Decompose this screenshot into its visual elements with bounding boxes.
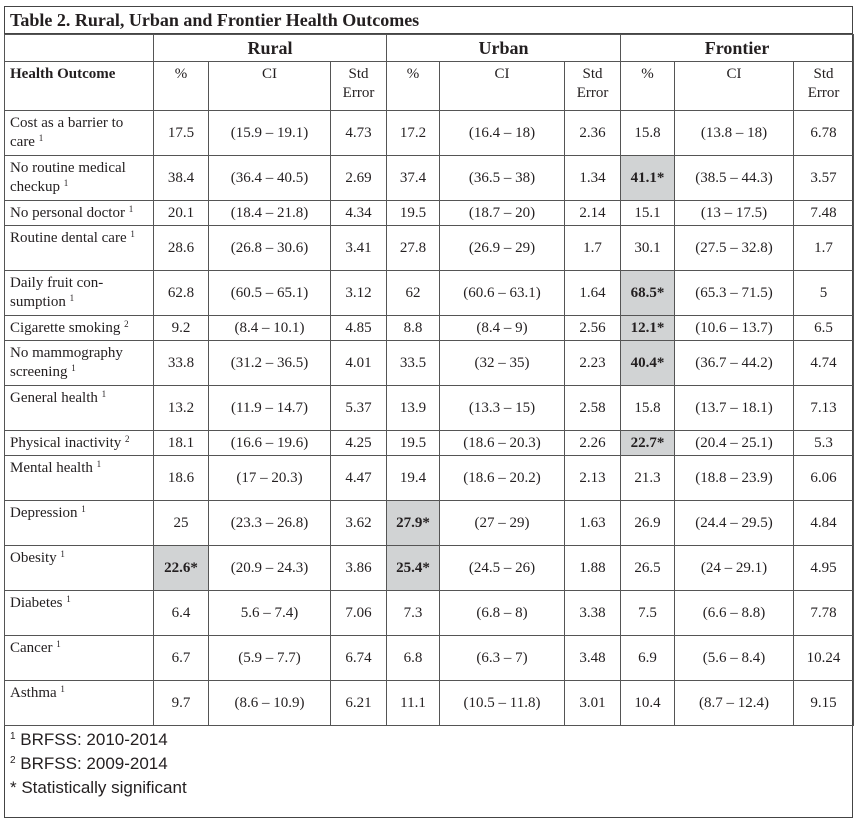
row-label [5, 501, 154, 546]
ci-cell: (36.7 – 44.2) [675, 341, 794, 386]
std-error-cell: 6.5 [794, 316, 854, 341]
std-error-cell: 1.7 [565, 226, 621, 271]
footnote-marker: 1 [60, 684, 65, 694]
ci-cell: (26.8 – 30.6) [209, 226, 331, 271]
percent-cell: 6.8 [387, 636, 440, 681]
row-label [5, 431, 154, 456]
std-error-cell: 6.06 [794, 456, 854, 501]
column-header-outcome: Health Outcome [5, 62, 154, 111]
ci-cell: (32 – 35) [440, 341, 565, 386]
row-label-text: Obesity [10, 550, 57, 566]
footnote-marker: 1 [60, 549, 65, 559]
std-error-cell: 9.15 [794, 681, 854, 726]
std-error-cell: 4.47 [331, 456, 387, 501]
footnote-text: BRFSS: 2010-2014 [20, 730, 168, 749]
std-error-cell: 7.13 [794, 386, 854, 431]
percent-cell-significant: 22.7* [621, 431, 675, 456]
percent-cell: 15.1 [621, 201, 675, 226]
row-label-text: No mammography screening [10, 345, 123, 380]
percent-cell: 10.4 [621, 681, 675, 726]
percent-cell: 62 [387, 271, 440, 316]
footnote-line [10, 728, 852, 752]
ci-cell: (36.4 – 40.5) [209, 156, 331, 201]
ci-cell: (8.4 – 10.1) [209, 316, 331, 341]
row-label-text: Cost as a barrier to care [10, 115, 124, 150]
percent-cell: 17.2 [387, 111, 440, 156]
footnote-text: BRFSS: 2009-2014 [20, 754, 168, 773]
percent-cell: 11.1 [387, 681, 440, 726]
ci-cell: (18.8 – 23.9) [675, 456, 794, 501]
table-row [5, 341, 854, 386]
std-error-cell: 5 [794, 271, 854, 316]
percent-cell: 19.5 [387, 201, 440, 226]
std-error-cell: 3.86 [331, 546, 387, 591]
ci-cell: (15.9 – 19.1) [209, 111, 331, 156]
group-header-frontier: Frontier [621, 35, 854, 62]
row-label-text: Physical inactivity [10, 435, 122, 451]
ci-cell: (13 – 17.5) [675, 201, 794, 226]
row-label-text: No personal doctor [10, 205, 125, 221]
row-label [5, 386, 154, 431]
footnote-marker: 2 [124, 434, 130, 444]
percent-cell: 27.8 [387, 226, 440, 271]
std-error-line-1: Std [582, 66, 603, 82]
percent-cell: 6.7 [154, 636, 209, 681]
std-error-cell: 2.23 [565, 341, 621, 386]
percent-cell-significant: 27.9* [387, 501, 440, 546]
ci-cell: (18.6 – 20.2) [440, 456, 565, 501]
ci-cell: (23.3 – 26.8) [209, 501, 331, 546]
footnote-marker: 1 [56, 639, 61, 649]
percent-cell: 13.9 [387, 386, 440, 431]
percent-cell: 17.5 [154, 111, 209, 156]
ci-cell: (13.3 – 15) [440, 386, 565, 431]
table-row [5, 546, 854, 591]
std-error-cell: 7.48 [794, 201, 854, 226]
group-header-urban: Urban [387, 35, 621, 62]
table-row [5, 156, 854, 201]
std-error-line-2: Error [576, 85, 609, 101]
group-header-rural: Rural [154, 35, 387, 62]
row-label [5, 591, 154, 636]
percent-cell: 28.6 [154, 226, 209, 271]
std-error-cell: 1.7 [794, 226, 854, 271]
ci-cell: (18.4 – 21.8) [209, 201, 331, 226]
percent-cell-significant: 68.5* [621, 271, 675, 316]
percent-cell-significant: 41.1* [621, 156, 675, 201]
std-error-cell: 6.21 [331, 681, 387, 726]
row-label-text: Depression [10, 505, 78, 521]
row-label-text: Routine dental care [10, 230, 127, 246]
ci-cell: (6.6 – 8.8) [675, 591, 794, 636]
column-header-ci: CI [209, 62, 331, 111]
std-error-cell: 4.84 [794, 501, 854, 546]
std-error-cell: 2.56 [565, 316, 621, 341]
row-label-text: No routine medical checkup [10, 160, 126, 195]
table-row [5, 201, 854, 226]
column-header-percent: % [621, 62, 675, 111]
percent-cell: 8.8 [387, 316, 440, 341]
footnote-mark: 1 [10, 731, 16, 742]
percent-cell: 15.8 [621, 386, 675, 431]
ci-cell: (20.9 – 24.3) [209, 546, 331, 591]
row-label [5, 201, 154, 226]
table-row [5, 316, 854, 341]
row-label-text: Daily fruit con-sumption [10, 275, 104, 310]
footnote-mark: 2 [10, 755, 16, 766]
std-error-cell: 1.34 [565, 156, 621, 201]
ci-cell: (26.9 – 29) [440, 226, 565, 271]
footnote-marker: 1 [63, 178, 69, 188]
table-row [5, 591, 854, 636]
ci-cell: (6.3 – 7) [440, 636, 565, 681]
ci-cell: (18.6 – 20.3) [440, 431, 565, 456]
ci-cell: (20.4 – 25.1) [675, 431, 794, 456]
footnote-marker: 1 [128, 204, 134, 214]
ci-cell: (16.6 – 19.6) [209, 431, 331, 456]
footnote-marker: 1 [81, 504, 86, 514]
std-error-cell: 3.57 [794, 156, 854, 201]
std-error-cell: 1.64 [565, 271, 621, 316]
footnote-marker: 1 [66, 594, 71, 604]
percent-cell: 33.5 [387, 341, 440, 386]
percent-cell-significant: 22.6* [154, 546, 209, 591]
percent-cell: 26.9 [621, 501, 675, 546]
percent-cell: 15.8 [621, 111, 675, 156]
percent-cell: 9.2 [154, 316, 209, 341]
ci-cell: (8.7 – 12.4) [675, 681, 794, 726]
std-error-cell: 2.58 [565, 386, 621, 431]
ci-cell: (10.5 – 11.8) [440, 681, 565, 726]
ci-cell: (65.3 – 71.5) [675, 271, 794, 316]
footnote-marker: 1 [38, 133, 44, 143]
std-error-cell: 2.69 [331, 156, 387, 201]
ci-cell: (5.9 – 7.7) [209, 636, 331, 681]
table-row [5, 431, 854, 456]
std-error-cell: 5.37 [331, 386, 387, 431]
std-error-cell: 7.78 [794, 591, 854, 636]
percent-cell: 7.5 [621, 591, 675, 636]
ci-cell: (31.2 – 36.5) [209, 341, 331, 386]
std-error-cell: 4.74 [794, 341, 854, 386]
ci-cell: (8.6 – 10.9) [209, 681, 331, 726]
column-header-percent: % [387, 62, 440, 111]
row-label-text: Cigarette smoking [10, 320, 121, 336]
percent-cell: 18.6 [154, 456, 209, 501]
std-error-cell: 10.24 [794, 636, 854, 681]
percent-cell: 18.1 [154, 431, 209, 456]
footnote-marker: 1 [101, 389, 107, 399]
row-label [5, 271, 154, 316]
table-row [5, 111, 854, 156]
footnote-marker: 1 [96, 459, 102, 469]
ci-cell: 5.6 – 7.4) [209, 591, 331, 636]
std-error-line-1: Std [348, 66, 369, 82]
ci-cell: (10.6 – 13.7) [675, 316, 794, 341]
ci-cell: (13.7 – 18.1) [675, 386, 794, 431]
row-label-text: General health [10, 390, 98, 406]
table-row [5, 456, 854, 501]
percent-cell: 19.5 [387, 431, 440, 456]
std-error-cell: 2.36 [565, 111, 621, 156]
health-outcomes-table [4, 34, 854, 726]
group-header-blank [5, 35, 154, 62]
std-error-cell: 3.41 [331, 226, 387, 271]
std-error-cell: 3.01 [565, 681, 621, 726]
std-error-cell: 4.85 [331, 316, 387, 341]
table-figure [4, 6, 853, 818]
ci-cell: (8.4 – 9) [440, 316, 565, 341]
ci-cell: (60.5 – 65.1) [209, 271, 331, 316]
group-header-row [5, 35, 854, 62]
std-error-cell: 3.48 [565, 636, 621, 681]
row-label [5, 316, 154, 341]
column-header-row [5, 62, 854, 111]
percent-cell: 26.5 [621, 546, 675, 591]
std-error-cell: 3.12 [331, 271, 387, 316]
percent-cell: 20.1 [154, 201, 209, 226]
percent-cell-significant: 12.1* [621, 316, 675, 341]
table-row [5, 636, 854, 681]
ci-cell: (17 – 20.3) [209, 456, 331, 501]
ci-cell: (24.4 – 29.5) [675, 501, 794, 546]
ci-cell: (13.8 – 18) [675, 111, 794, 156]
footnote-marker: 1 [69, 293, 75, 303]
row-label [5, 456, 154, 501]
std-error-cell: 4.01 [331, 341, 387, 386]
column-header-ci: CI [440, 62, 565, 111]
percent-cell: 9.7 [154, 681, 209, 726]
percent-cell: 6.9 [621, 636, 675, 681]
row-label-text: Diabetes [10, 595, 63, 611]
std-error-line-2: Error [342, 85, 375, 101]
percent-cell: 6.4 [154, 591, 209, 636]
percent-cell: 30.1 [621, 226, 675, 271]
ci-cell: (24.5 – 26) [440, 546, 565, 591]
std-error-cell: 2.13 [565, 456, 621, 501]
footnote-marker: 1 [71, 363, 76, 373]
column-header-std-error [565, 62, 621, 111]
ci-cell: (24 – 29.1) [675, 546, 794, 591]
table-row [5, 226, 854, 271]
ci-cell: (38.5 – 44.3) [675, 156, 794, 201]
std-error-cell: 4.25 [331, 431, 387, 456]
std-error-cell: 4.73 [331, 111, 387, 156]
std-error-cell: 2.26 [565, 431, 621, 456]
std-error-cell: 2.14 [565, 201, 621, 226]
percent-cell: 25 [154, 501, 209, 546]
footnote-marker: 2 [124, 319, 129, 329]
row-label [5, 156, 154, 201]
percent-cell: 7.3 [387, 591, 440, 636]
percent-cell: 21.3 [621, 456, 675, 501]
percent-cell: 13.2 [154, 386, 209, 431]
column-header-percent: % [154, 62, 209, 111]
std-error-cell: 3.38 [565, 591, 621, 636]
std-error-cell: 3.62 [331, 501, 387, 546]
column-header-std-error [794, 62, 854, 111]
row-label [5, 341, 154, 386]
std-error-cell: 4.34 [331, 201, 387, 226]
footnote-text: * Statistically significant [10, 778, 187, 797]
ci-cell: (18.7 – 20) [440, 201, 565, 226]
row-label [5, 111, 154, 156]
percent-cell-significant: 40.4* [621, 341, 675, 386]
row-label-text: Asthma [10, 685, 57, 701]
ci-cell: (36.5 – 38) [440, 156, 565, 201]
std-error-line-2: Error [807, 85, 840, 101]
std-error-cell: 7.06 [331, 591, 387, 636]
footnote-line [10, 752, 852, 776]
row-label-text: Mental health [10, 460, 93, 476]
std-error-cell: 4.95 [794, 546, 854, 591]
std-error-cell: 1.63 [565, 501, 621, 546]
ci-cell: (11.9 – 14.7) [209, 386, 331, 431]
std-error-cell: 1.88 [565, 546, 621, 591]
ci-cell: (27 – 29) [440, 501, 565, 546]
percent-cell: 37.4 [387, 156, 440, 201]
row-label [5, 226, 154, 271]
percent-cell: 38.4 [154, 156, 209, 201]
table-row [5, 501, 854, 546]
ci-cell: (5.6 – 8.4) [675, 636, 794, 681]
percent-cell: 19.4 [387, 456, 440, 501]
footnotes [5, 726, 852, 800]
table-row [5, 386, 854, 431]
row-label [5, 681, 154, 726]
row-label-text: Cancer [10, 640, 53, 656]
std-error-line-1: Std [813, 66, 834, 82]
footnote-line [10, 776, 852, 800]
table-body [5, 111, 854, 726]
std-error-cell: 5.3 [794, 431, 854, 456]
percent-cell: 62.8 [154, 271, 209, 316]
footnote-marker: 1 [130, 229, 135, 239]
row-label [5, 636, 154, 681]
ci-cell: (16.4 – 18) [440, 111, 565, 156]
percent-cell: 33.8 [154, 341, 209, 386]
ci-cell: (6.8 – 8) [440, 591, 565, 636]
std-error-cell: 6.74 [331, 636, 387, 681]
table-title: Table 2. Rural, Urban and Frontier Health Outcomes [5, 7, 852, 34]
ci-cell: (60.6 – 63.1) [440, 271, 565, 316]
percent-cell-significant: 25.4* [387, 546, 440, 591]
column-header-std-error [331, 62, 387, 111]
ci-cell: (27.5 – 32.8) [675, 226, 794, 271]
row-label [5, 546, 154, 591]
table-row [5, 271, 854, 316]
table-row [5, 681, 854, 726]
std-error-cell: 6.78 [794, 111, 854, 156]
column-header-ci: CI [675, 62, 794, 111]
